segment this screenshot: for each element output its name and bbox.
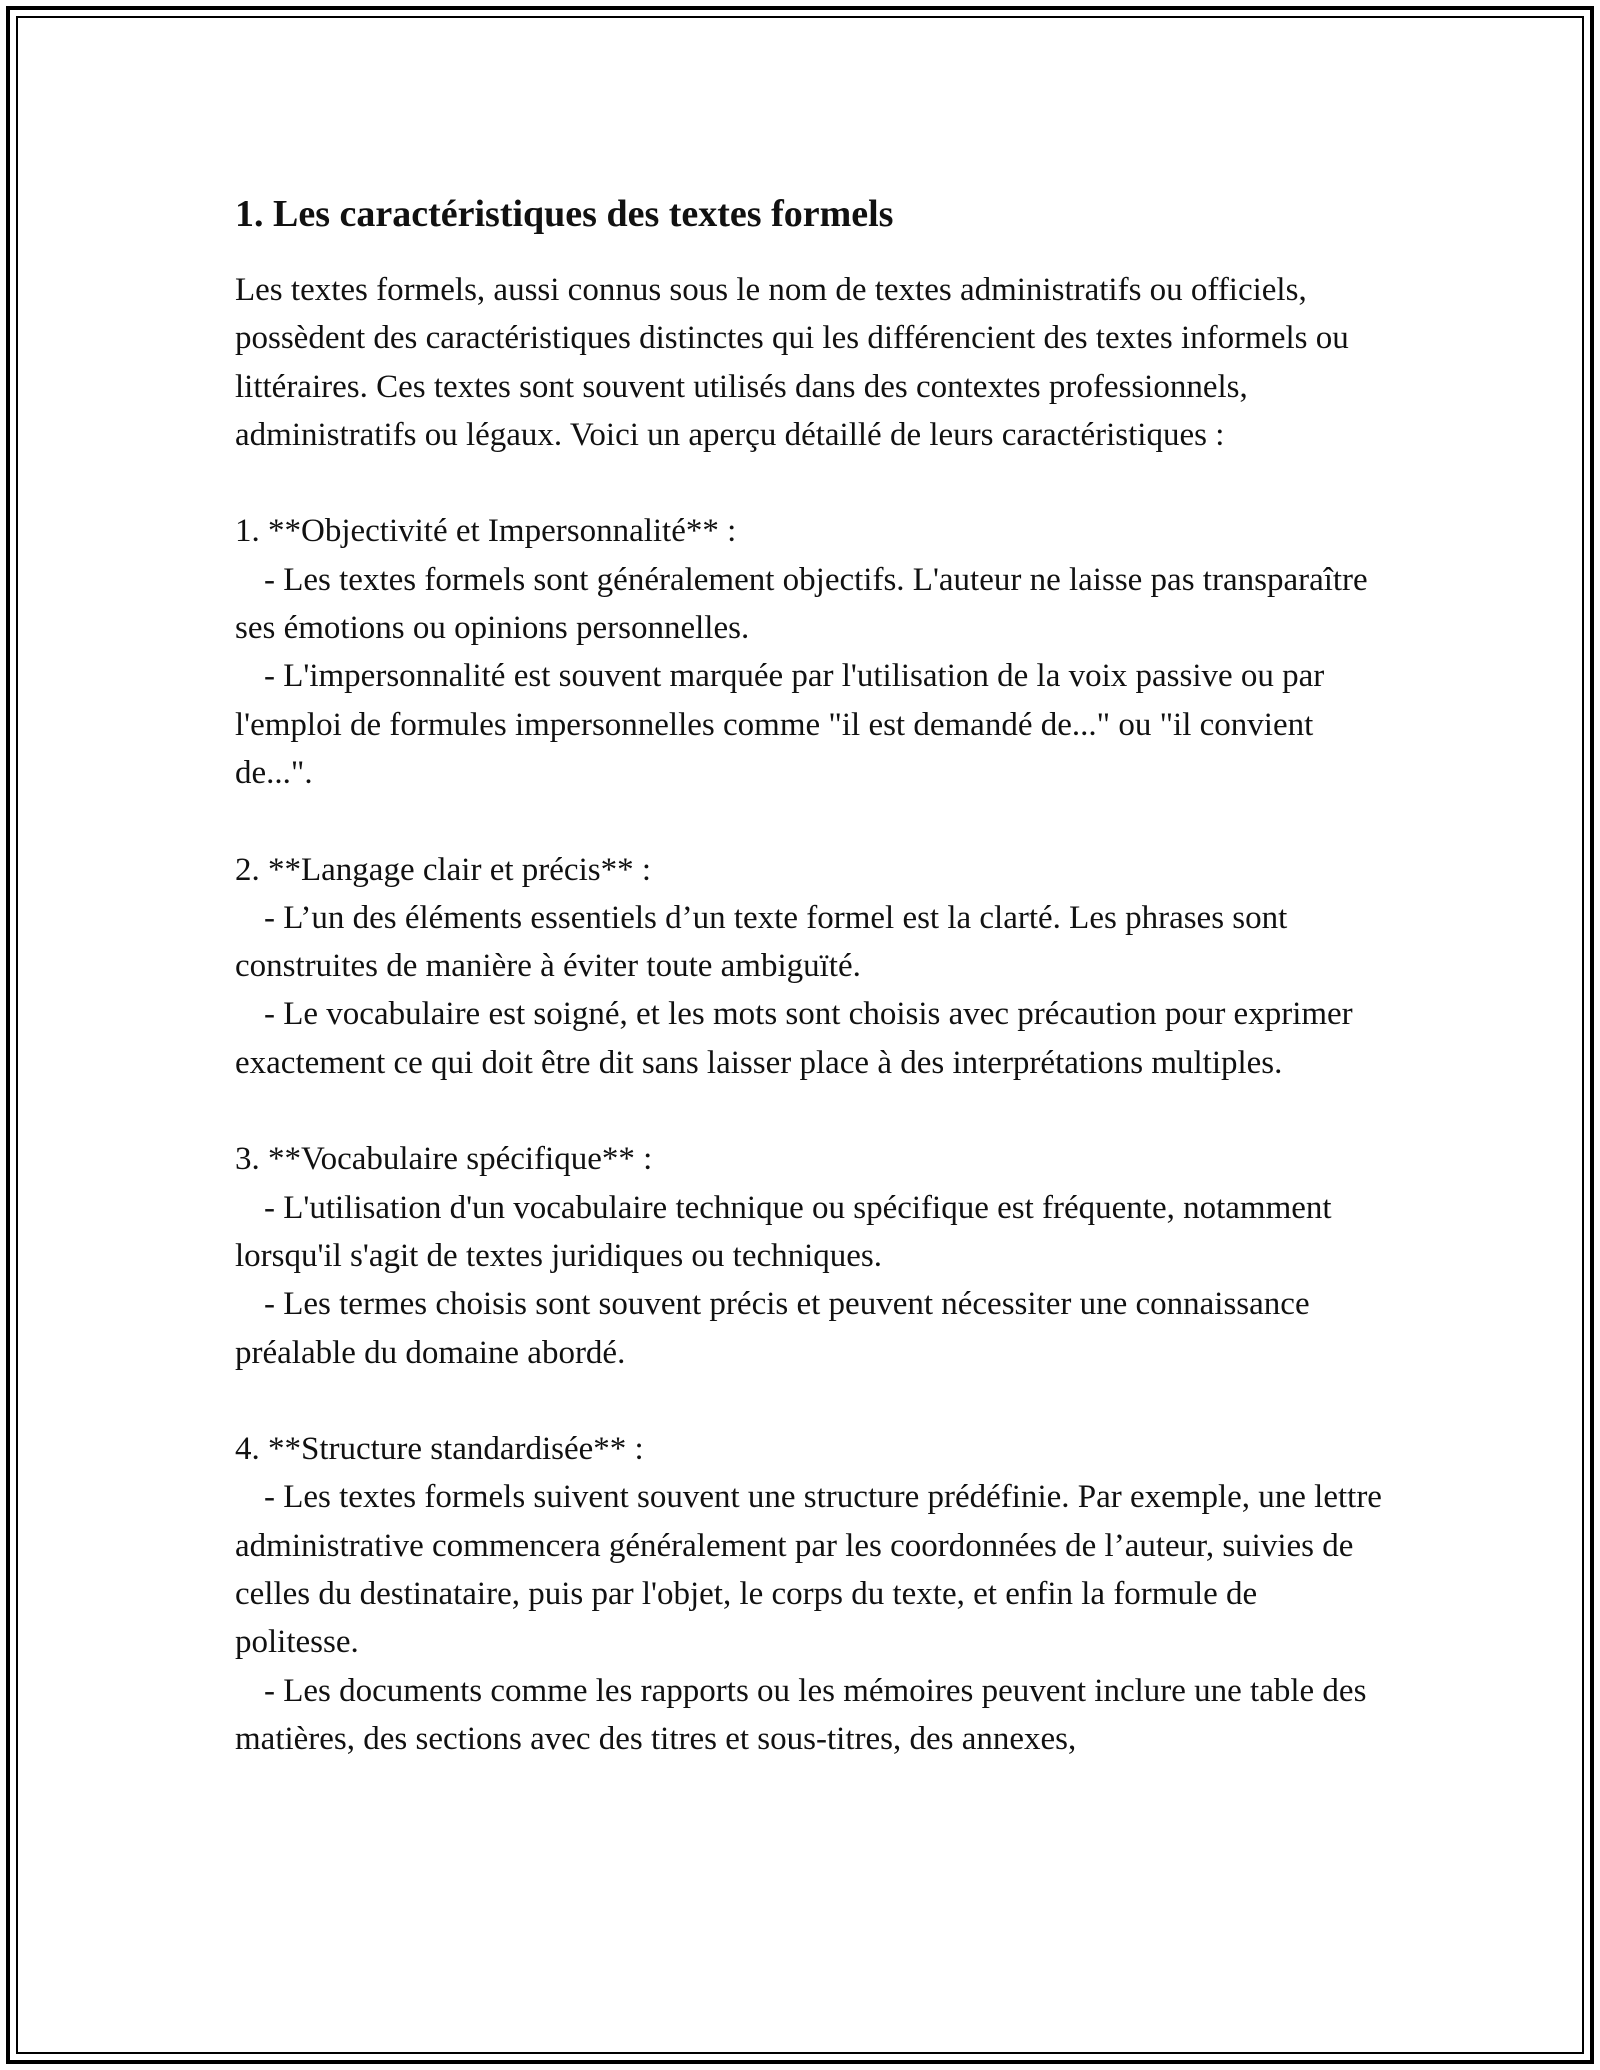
section-structure: [235, 1425, 1385, 1763]
section-vocabulaire: [235, 1135, 1385, 1376]
bullet-text: - Le vocabulaire est soigné, et les mots sont choisis avec précaution pour exprimer exactement ce qui doit être dit sans laisser place à des interprétations multiples.: [235, 996, 1353, 1081]
section-heading: 3. **Vocabulaire spécifique** :: [235, 1141, 653, 1178]
document-title: 1. Les caractéristiques des textes formels: [235, 193, 894, 235]
bullet-item: [235, 1280, 1385, 1377]
intro-paragraph: Les textes formels, aussi connus sous le nom de textes administratifs ou officiels, possèdent des caractéristiques distinctes qui les différencient des textes informels ou littéraires. Ces textes sont souvent utilisés dans des contextes professionnels, administratifs ou légaux. Voici un aperçu détaillé de leurs caractéristiques :: [235, 272, 1349, 453]
bullet-text: - Les termes choisis sont souvent précis et peuvent nécessiter une connaissance préalable du domaine abordé.: [235, 1286, 1310, 1371]
bullet-text: - L'utilisation d'un vocabulaire technique ou spécifique est fréquente, notamment lorsqu'il s'agit de textes juridiques ou techniques.: [235, 1189, 1332, 1274]
section-heading: 2. **Langage clair et précis** :: [235, 851, 651, 888]
bullet-item: [235, 556, 1385, 653]
section-langage: [235, 846, 1385, 1087]
document-body: [235, 186, 1385, 1763]
bullet-text: - Les textes formels suivent souvent une structure prédéfinie. Par exemple, une lettre administrative commencera généralement par les coordonnées de l’auteur, suivies de celles du destinataire, puis par l'objet, le corps du texte, et enfin la formule de politesse.: [235, 1479, 1382, 1661]
bullet-item: [235, 652, 1385, 797]
bullet-text: - L'impersonnalité est souvent marquée par l'utilisation de la voix passive ou par l'emploi de formules impersonnelles comme "il est demandé de..." ou "il convient de...".: [235, 658, 1325, 791]
bullet-text: - Les textes formels sont généralement objectifs. L'auteur ne laisse pas transparaître ses émotions ou opinions personnelles.: [235, 561, 1368, 647]
section-heading: 4. **Structure standardisée** :: [235, 1431, 644, 1468]
bullet-text: - Les documents comme les rapports ou les mémoires peuvent inclure une table des matières, des sections avec des titres et sous-titres, des annexes,: [235, 1672, 1367, 1757]
bullet-item: [235, 1473, 1385, 1666]
section-heading: 1. **Objectivité et Impersonnalité** :: [235, 513, 737, 550]
section-objectivite: [235, 507, 1385, 797]
bullet-item: [235, 1667, 1385, 1764]
bullet-text: - L’un des éléments essentiels d’un texte formel est la clarté. Les phrases sont construites de manière à éviter toute ambiguïté.: [235, 899, 1288, 985]
bullet-item: [235, 990, 1385, 1087]
bullet-item: [235, 1184, 1385, 1281]
bullet-item: [235, 894, 1385, 991]
